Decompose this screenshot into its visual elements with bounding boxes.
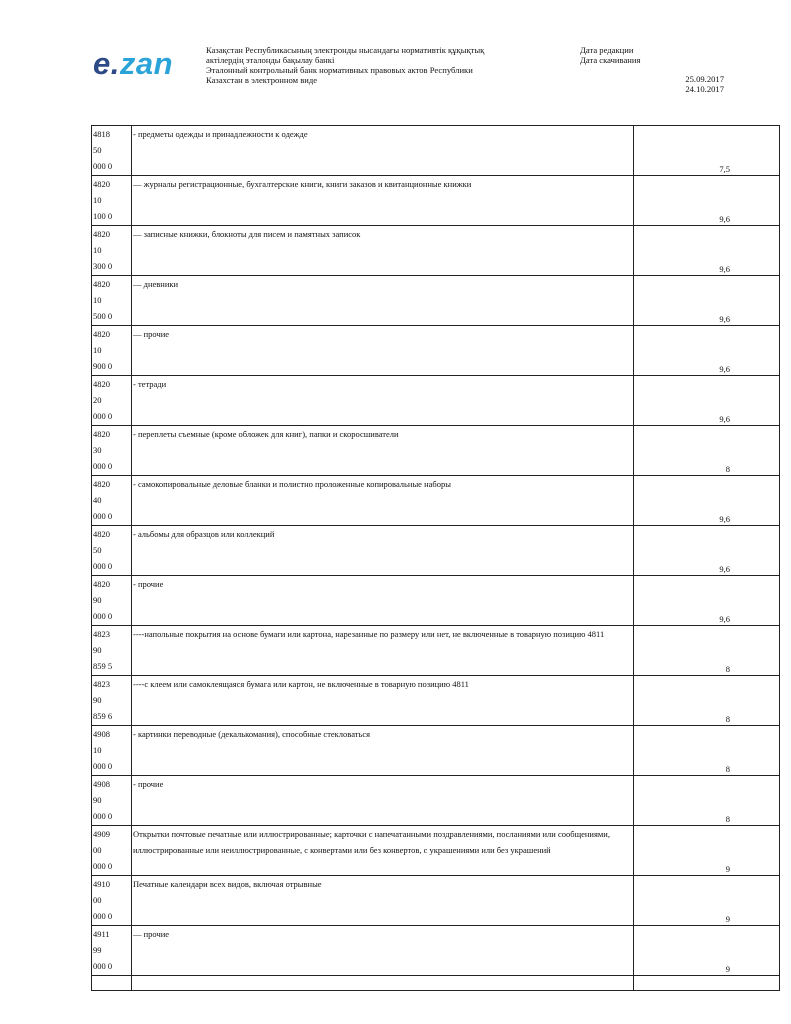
code-part: 20 — [93, 395, 102, 405]
code-part: 4911 — [93, 929, 110, 939]
duty-rate: 9 — [634, 926, 780, 976]
table-row — [92, 276, 780, 326]
duty-rate: 8 — [634, 676, 780, 726]
table-row — [92, 176, 780, 226]
code-part: 300 0 — [93, 261, 113, 271]
header-line: Эталонный контрольный банк нормативных правовых актов Республики — [206, 65, 473, 75]
code-part: 00 — [93, 845, 102, 855]
download-date: 24.10.2017 — [685, 84, 724, 94]
commodity-code — [92, 476, 132, 526]
header-line: актілердің эталонды бақылау банкі — [206, 55, 335, 65]
goods-description: - картинки переводные (декалькомания), способные стекловаться — [132, 726, 634, 776]
goods-description: - прочие — [132, 576, 634, 626]
goods-description: — прочие — [132, 926, 634, 976]
code-part: 4820 — [93, 529, 110, 539]
commodity-code — [92, 676, 132, 726]
commodity-code — [92, 826, 132, 876]
code-part: 4820 — [93, 229, 110, 239]
code-part: 4910 — [93, 879, 110, 889]
edition-date: 25.09.2017 — [685, 74, 724, 84]
commodity-code — [92, 726, 132, 776]
duty-rate: 9,6 — [634, 326, 780, 376]
commodity-code — [92, 226, 132, 276]
duty-rate: 9,6 — [634, 276, 780, 326]
table-row — [92, 326, 780, 376]
goods-description: — прочие — [132, 326, 634, 376]
code-part: 00 — [93, 895, 102, 905]
code-part: 30 — [93, 445, 102, 455]
code-part: 859 6 — [93, 711, 113, 721]
code-part: 000 0 — [93, 811, 113, 821]
code-part: 40 — [93, 495, 102, 505]
code-part: 4823 — [93, 629, 110, 639]
commodity-code — [92, 626, 132, 676]
goods-description: - переплеты съемные (кроме обложек для книг), папки и скоросшиватели — [132, 426, 634, 476]
duty-rate: 9 — [634, 876, 780, 926]
code-part: 50 — [93, 145, 102, 155]
duty-rate: 9,6 — [634, 526, 780, 576]
code-part: 50 — [93, 545, 102, 555]
header-line: Казақстан Республикасының электронды нысандағы нормативтік құқықтық — [206, 45, 485, 55]
code-part: 4818 — [93, 129, 110, 139]
code-part: 10 — [93, 245, 102, 255]
code-part: 859 5 — [93, 661, 113, 671]
code-part: 4909 — [93, 829, 110, 839]
code-part: 90 — [93, 645, 102, 655]
download-date-label: Дата скачивания — [580, 55, 641, 65]
table-row — [92, 876, 780, 926]
table-row — [92, 676, 780, 726]
code-part: 4820 — [93, 579, 110, 589]
table-row — [92, 376, 780, 426]
duty-rate: 8 — [634, 626, 780, 676]
goods-description: Открытки почтовые печатные или иллюстрированные; карточки с напечатанными поздравлениями, посланиями или сообщениями, иллюстрированные или неиллюстрированные, с конвертами или без конвертов, с украшениями или без украшений — [132, 826, 634, 876]
code-part: 10 — [93, 295, 102, 305]
table-row — [92, 476, 780, 526]
empty-cell — [634, 976, 780, 991]
empty-row — [92, 976, 780, 991]
table-row — [92, 126, 780, 176]
code-part: 000 0 — [93, 911, 113, 921]
duty-rate: 7,5 — [634, 126, 780, 176]
commodity-code — [92, 376, 132, 426]
header-date-labels — [580, 45, 640, 65]
code-part: 4820 — [93, 379, 110, 389]
goods-description: ----напольные покрытия на основе бумаги или картона, нарезанные по размеру или нет, не включенные в товарную позицию 4811 — [132, 626, 634, 676]
header-line: Казахстан в электронном виде — [206, 75, 318, 85]
goods-description: - самокопировальные деловые бланки и полистно проложенные копировальные наборы — [132, 476, 634, 526]
duty-rate: 9,6 — [634, 576, 780, 626]
code-part: 10 — [93, 345, 102, 355]
code-part: 4908 — [93, 729, 110, 739]
table-row — [92, 726, 780, 776]
document-header — [0, 0, 791, 110]
commodity-code — [92, 776, 132, 826]
code-part: 90 — [93, 695, 102, 705]
duty-rate: 9,6 — [634, 476, 780, 526]
duty-rate: 9,6 — [634, 176, 780, 226]
code-part: 4820 — [93, 179, 110, 189]
code-part: 000 0 — [93, 861, 113, 871]
code-part: 4908 — [93, 779, 110, 789]
code-part: 100 0 — [93, 211, 113, 221]
table-row — [92, 776, 780, 826]
code-part: 4820 — [93, 429, 110, 439]
commodity-code — [92, 876, 132, 926]
code-part: 99 — [93, 945, 102, 955]
commodity-code — [92, 126, 132, 176]
commodity-code — [92, 576, 132, 626]
goods-description: — дневники — [132, 276, 634, 326]
code-part: 4820 — [93, 479, 110, 489]
empty-cell — [132, 976, 634, 991]
code-part: 000 0 — [93, 561, 113, 571]
duty-rate: 9,6 — [634, 226, 780, 276]
duty-rate: 9,6 — [634, 376, 780, 426]
code-part: 000 0 — [93, 961, 113, 971]
duty-rate: 8 — [634, 776, 780, 826]
commodity-code — [92, 326, 132, 376]
code-part: 900 0 — [93, 361, 113, 371]
edition-date-label: Дата редакции — [580, 45, 634, 55]
table-row — [92, 226, 780, 276]
commodity-code — [92, 926, 132, 976]
duty-rate: 8 — [634, 426, 780, 476]
table-row — [92, 576, 780, 626]
code-part: 10 — [93, 195, 102, 205]
commodity-code — [92, 176, 132, 226]
code-part: 500 0 — [93, 311, 113, 321]
commodity-code — [92, 426, 132, 476]
code-part: 000 0 — [93, 461, 113, 471]
header-dates — [660, 74, 724, 94]
goods-description: - альбомы для образцов или коллекций — [132, 526, 634, 576]
duty-rate: 8 — [634, 726, 780, 776]
code-part: 000 0 — [93, 761, 113, 771]
table-row — [92, 426, 780, 476]
table-row — [92, 526, 780, 576]
tariff-table — [91, 125, 780, 991]
code-part: 4820 — [93, 329, 110, 339]
empty-cell — [92, 976, 132, 991]
goods-description: - прочие — [132, 776, 634, 826]
ezan-logo: e.zan — [93, 46, 174, 81]
code-part: 4820 — [93, 279, 110, 289]
code-part: 000 0 — [93, 161, 113, 171]
goods-description: Печатные календари всех видов, включая отрывные — [132, 876, 634, 926]
tariff-table-body — [92, 126, 780, 991]
goods-description: — журналы регистрационные, бухгалтерские книги, книги заказов и квитанционные книжки — [132, 176, 634, 226]
duty-rate: 9 — [634, 826, 780, 876]
header-title — [206, 45, 556, 85]
code-part: 90 — [93, 595, 102, 605]
code-part: 000 0 — [93, 611, 113, 621]
table-row — [92, 926, 780, 976]
code-part: 000 0 — [93, 511, 113, 521]
commodity-code — [92, 526, 132, 576]
code-part: 10 — [93, 745, 102, 755]
code-part: 4823 — [93, 679, 110, 689]
goods-description: ----с клеем или самоклеящаяся бумага или картон, не включенные в товарную позицию 4811 — [132, 676, 634, 726]
table-row — [92, 626, 780, 676]
table-row — [92, 826, 780, 876]
code-part: 90 — [93, 795, 102, 805]
commodity-code — [92, 276, 132, 326]
goods-description: — записные книжки, блокноты для писем и памятных записок — [132, 226, 634, 276]
code-part: 000 0 — [93, 411, 113, 421]
goods-description: - тетради — [132, 376, 634, 426]
goods-description: - предметы одежды и принадлежности к одежде — [132, 126, 634, 176]
